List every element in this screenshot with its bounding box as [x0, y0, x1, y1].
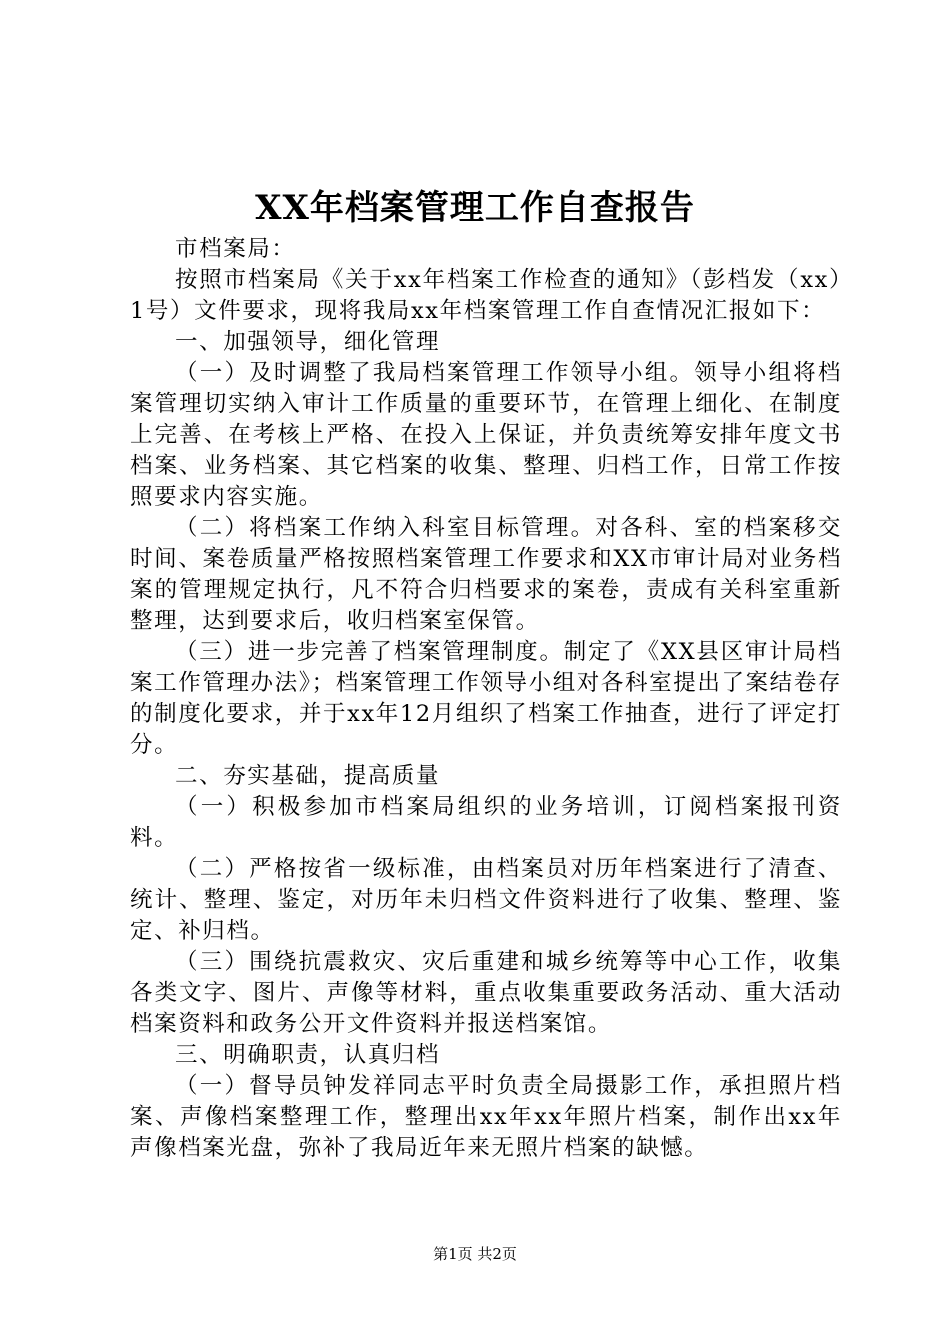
paragraph-1-3: （三）进一步完善了档案管理制度。制定了《XX县区审计局档案工作管理办法》；档案管理工作领导小组对各科室提出了案结卷存的制度化要求，并于xx年12月组织了档案工作抽查，进行了评定打分。 [130, 639, 842, 758]
paragraph-2-2: （二）严格按省一级标准，由档案员对历年档案进行了清查、统计、整理、鉴定，对历年未归档文件资料进行了收集、整理、鉴定、补归档。 [130, 856, 842, 944]
document-body [130, 234, 842, 1164]
page-footer: 第1页 共2页 [433, 1245, 517, 1263]
paragraph-1-1: （一）及时调整了我局档案管理工作领导小组。领导小组将档案管理切实纳入审计工作质量的重要环节，在管理上细化、在制度上完善、在考核上严格、在投入上保证，并负责统筹安排年度文书档案、业务档案、其它档案的收集、整理、归档工作，日常工作按照要求内容实施。 [130, 360, 842, 510]
section-heading-3: 三、明确职责，认真归档 [175, 1042, 441, 1068]
section-heading-1: 一、加强领导，细化管理 [175, 329, 441, 355]
salutation: 市档案局： [175, 236, 296, 262]
paragraph-1-2: （二）将档案工作纳入科室目标管理。对各科、室的档案移交时间、案卷质量严格按照档案管理工作要求和XX市审计局对业务档案的管理规定执行，凡不符合归档要求的案卷，责成有关科室重新整理，达到要求后，收归档案室保管。 [130, 515, 842, 634]
section-heading-2: 二、夯实基础，提高质量 [175, 763, 441, 789]
paragraph-2-1: （一）积极参加市档案局组织的业务培训，订阅档案报刊资料。 [130, 794, 842, 851]
paragraph-2-3: （三）围绕抗震救灾、灾后重建和城乡统筹等中心工作，收集各类文字、图片、声像等材料，重点收集重要政务活动、重大活动档案资料和政务公开文件资料并报送档案馆。 [130, 949, 842, 1037]
paragraph-intro: 按照市档案局《关于xx年档案工作检查的通知》（彭档发（xx）1号）文件要求，现将我局xx年档案管理工作自查情况汇报如下： [130, 267, 842, 324]
paragraph-3-1: （一）督导员钟发祥同志平时负责全局摄影工作，承担照片档案、声像档案整理工作，整理出xx年xx年照片档案，制作出xx年声像档案光盘，弥补了我局近年来无照片档案的缺憾。 [130, 1073, 842, 1161]
document-title: XX年档案管理工作自查报告 [255, 188, 695, 228]
